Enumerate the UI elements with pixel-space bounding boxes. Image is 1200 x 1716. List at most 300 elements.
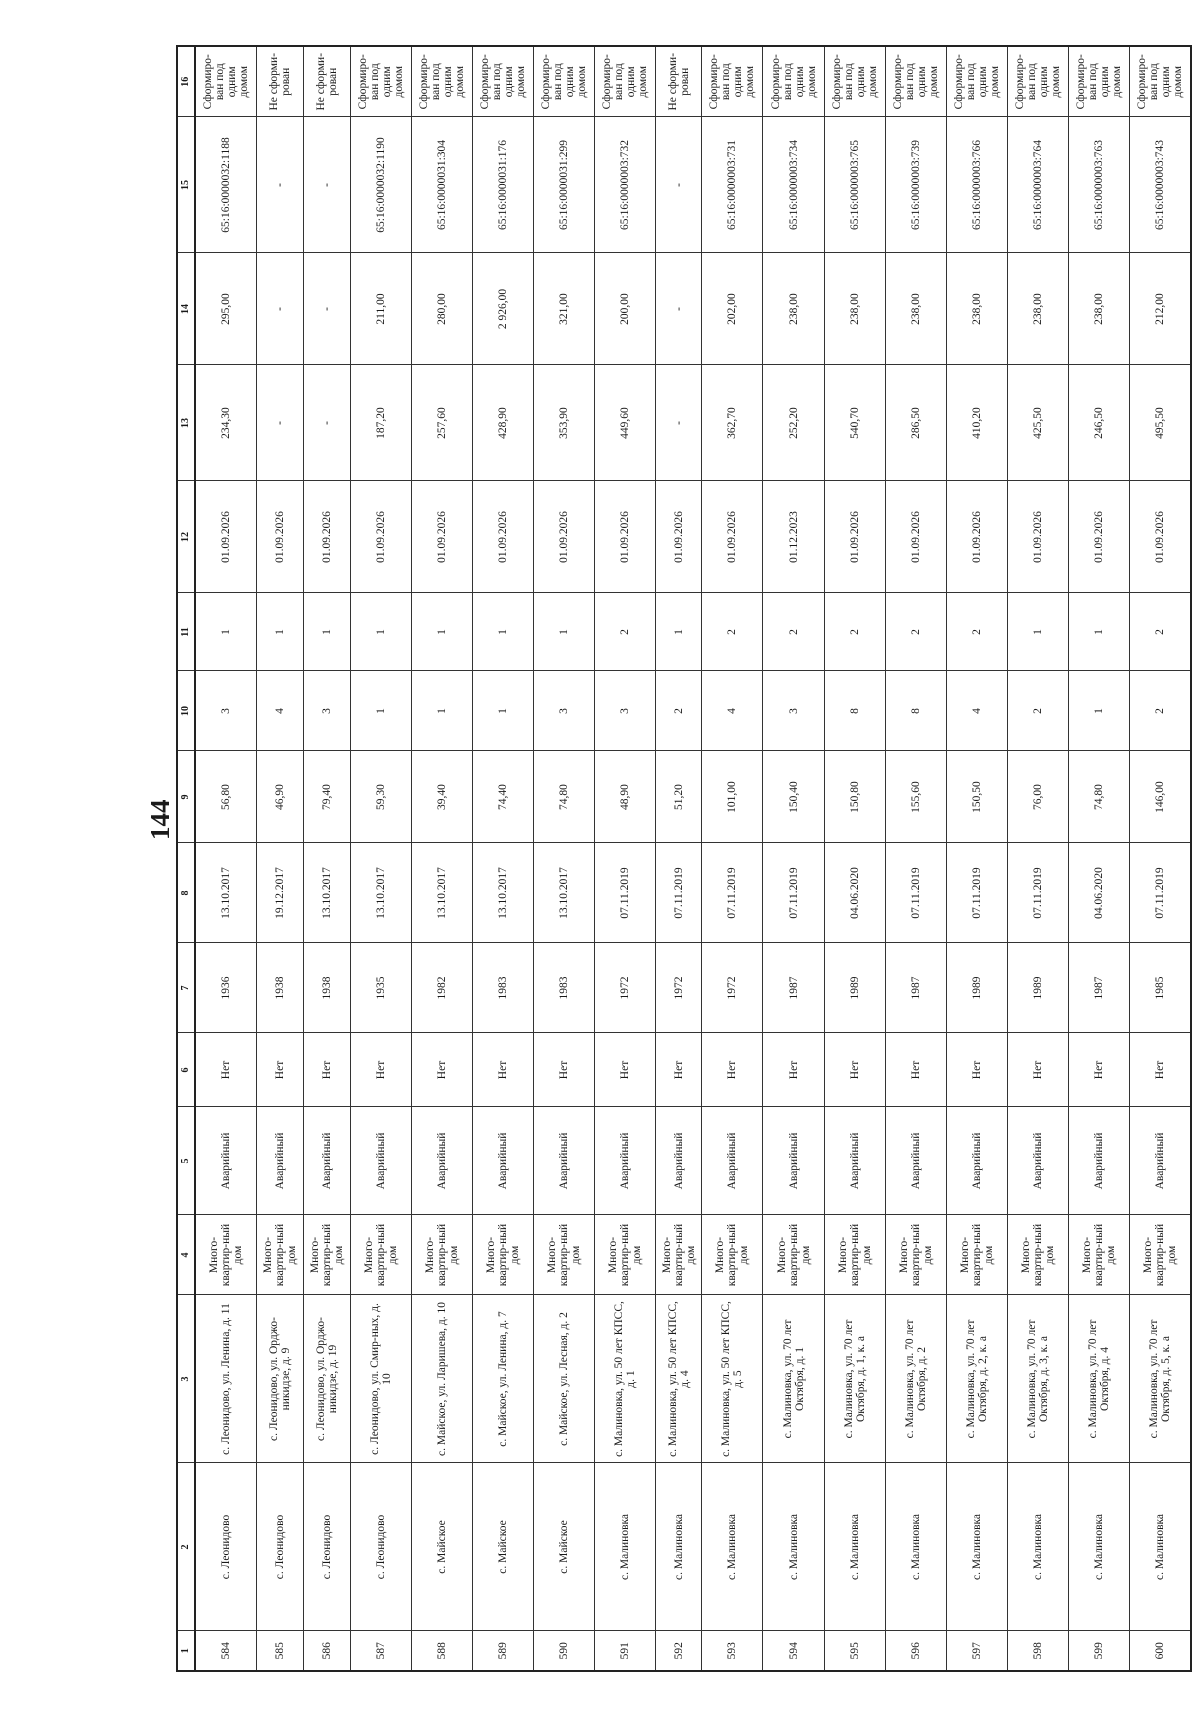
table-cell-col-14: - xyxy=(257,253,304,365)
table-cell-col-8: 04.06.2020 xyxy=(824,843,885,943)
table-cell-col-13: 425,50 xyxy=(1007,365,1068,481)
table-cell-col-12: 01.09.2026 xyxy=(1007,481,1068,593)
column-header-10: 10 xyxy=(177,671,195,751)
table-cell-col-7: 1989 xyxy=(1007,943,1068,1033)
table-cell-col-5: Аварийный xyxy=(1068,1107,1129,1215)
table-cell-col-5: Аварийный xyxy=(472,1107,533,1215)
table-cell-col-16: Сформиро-ван под одним домом xyxy=(594,46,655,117)
table-cell-col-6: Нет xyxy=(702,1033,763,1107)
table-cell-col-16: Сформиро-ван под одним домом xyxy=(1007,46,1068,117)
table-cell-col-12: 01.09.2026 xyxy=(824,481,885,593)
table-cell-col-14: 321,00 xyxy=(533,253,594,365)
table-cell-col-1: 600 xyxy=(1129,1631,1191,1671)
table-cell-col-9: 150,50 xyxy=(946,751,1007,843)
table-cell-col-13: 187,20 xyxy=(350,365,411,481)
housing-register-table xyxy=(176,45,1192,1672)
table-cell-col-4: Много-квартир-ный дом xyxy=(946,1215,1007,1295)
column-header-15: 15 xyxy=(177,117,195,253)
table-row xyxy=(655,46,702,1671)
column-header-5: 5 xyxy=(177,1107,195,1215)
table-cell-col-15: 65:16:0000031:299 xyxy=(533,117,594,253)
table-cell-col-12: 01.09.2026 xyxy=(533,481,594,593)
table-cell-col-7: 1989 xyxy=(824,943,885,1033)
rotated-table-wrapper xyxy=(176,47,1192,1672)
column-header-7: 7 xyxy=(177,943,195,1033)
table-cell-col-14: 211,00 xyxy=(350,253,411,365)
table-cell-col-15: 65:16:0000003:743 xyxy=(1129,117,1191,253)
table-cell-col-6: Нет xyxy=(533,1033,594,1107)
column-header-9: 9 xyxy=(177,751,195,843)
table-cell-col-2: с. Малиновка xyxy=(1129,1463,1191,1631)
table-cell-col-4: Много-квартир-ный дом xyxy=(195,1215,257,1295)
table-cell-col-10: 4 xyxy=(257,671,304,751)
column-header-6: 6 xyxy=(177,1033,195,1107)
table-cell-col-3: с. Малиновка, ул. 70 лет Октября, д. 1 xyxy=(763,1295,824,1463)
table-cell-col-15: 65:16:0000032:1188 xyxy=(195,117,257,253)
table-cell-col-15: 65:16:0000003:734 xyxy=(763,117,824,253)
table-cell-col-8: 13.10.2017 xyxy=(533,843,594,943)
table-cell-col-11: 2 xyxy=(763,593,824,671)
table-cell-col-13: 234,30 xyxy=(195,365,257,481)
table-cell-col-13: 449,60 xyxy=(594,365,655,481)
table-cell-col-15: 65:16:0000031:176 xyxy=(472,117,533,253)
table-cell-col-15: 65:16:0000003:739 xyxy=(885,117,946,253)
table-cell-col-15: - xyxy=(303,117,350,253)
table-cell-col-2: с. Леонидово xyxy=(195,1463,257,1631)
table-cell-col-4: Много-квартир-ный дом xyxy=(257,1215,304,1295)
table-cell-col-2: с. Малиновка xyxy=(946,1463,1007,1631)
table-cell-col-11: 2 xyxy=(824,593,885,671)
table-cell-col-4: Много-квартир-ный дом xyxy=(1068,1215,1129,1295)
table-cell-col-7: 1972 xyxy=(594,943,655,1033)
table-cell-col-1: 597 xyxy=(946,1631,1007,1671)
table-cell-col-12: 01.12.2023 xyxy=(763,481,824,593)
table-cell-col-14: 295,00 xyxy=(195,253,257,365)
table-cell-col-11: 1 xyxy=(303,593,350,671)
table-cell-col-10: 3 xyxy=(195,671,257,751)
table-cell-col-3: с. Малиновка, ул. 50 лет КПСС, д. 4 xyxy=(655,1295,702,1463)
table-cell-col-4: Много-квартир-ный дом xyxy=(702,1215,763,1295)
table-cell-col-14: 238,00 xyxy=(763,253,824,365)
column-header-12: 12 xyxy=(177,481,195,593)
table-cell-col-7: 1972 xyxy=(655,943,702,1033)
table-row xyxy=(303,46,350,1671)
table-cell-col-7: 1938 xyxy=(303,943,350,1033)
table-cell-col-10: 3 xyxy=(763,671,824,751)
table-cell-col-13: 495,50 xyxy=(1129,365,1191,481)
table-cell-col-3: с. Майское, ул. Ленина, д. 7 xyxy=(472,1295,533,1463)
table-cell-col-3: с. Малиновка, ул. 70 лет Октября, д. 5, к. а xyxy=(1129,1295,1191,1463)
table-cell-col-12: 01.09.2026 xyxy=(594,481,655,593)
table-cell-col-4: Много-квартир-ный дом xyxy=(472,1215,533,1295)
table-cell-col-1: 592 xyxy=(655,1631,702,1671)
table-cell-col-5: Аварийный xyxy=(655,1107,702,1215)
table-cell-col-15: - xyxy=(655,117,702,253)
table-cell-col-5: Аварийный xyxy=(946,1107,1007,1215)
table-cell-col-16: Не сформи-рован xyxy=(303,46,350,117)
table-cell-col-8: 13.10.2017 xyxy=(350,843,411,943)
table-cell-col-16: Не сформи-рован xyxy=(257,46,304,117)
table-cell-col-3: с. Леонидово, ул. Смир-ных, д. 10 xyxy=(350,1295,411,1463)
table-cell-col-16: Сформиро-ван под одним домом xyxy=(411,46,472,117)
table-cell-col-7: 1983 xyxy=(533,943,594,1033)
table-cell-col-8: 07.11.2019 xyxy=(1129,843,1191,943)
table-cell-col-3: с. Малиновка, ул. 70 лет Октября, д. 2 xyxy=(885,1295,946,1463)
table-cell-col-7: 1938 xyxy=(257,943,304,1033)
table-cell-col-5: Аварийный xyxy=(195,1107,257,1215)
table-cell-col-3: с. Леонидово, ул. Орджо-никидзе, д. 9 xyxy=(257,1295,304,1463)
table-cell-col-16: Сформиро-ван под одним домом xyxy=(350,46,411,117)
table-cell-col-13: 428,90 xyxy=(472,365,533,481)
table-cell-col-10: 4 xyxy=(946,671,1007,751)
table-cell-col-16: Сформиро-ван под одним домом xyxy=(885,46,946,117)
table-cell-col-14: 200,00 xyxy=(594,253,655,365)
table-cell-col-4: Много-квартир-ный дом xyxy=(1007,1215,1068,1295)
table-cell-col-2: с. Малиновка xyxy=(763,1463,824,1631)
table-cell-col-10: 1 xyxy=(350,671,411,751)
table-cell-col-13: - xyxy=(655,365,702,481)
table-cell-col-6: Нет xyxy=(303,1033,350,1107)
table-cell-col-2: с. Малиновка xyxy=(1007,1463,1068,1631)
table-cell-col-11: 2 xyxy=(946,593,1007,671)
table-cell-col-4: Много-квартир-ный дом xyxy=(411,1215,472,1295)
table-cell-col-4: Много-квартир-ный дом xyxy=(594,1215,655,1295)
table-cell-col-8: 07.11.2019 xyxy=(702,843,763,943)
table-cell-col-8: 07.11.2019 xyxy=(655,843,702,943)
table-row xyxy=(594,46,655,1671)
table-cell-col-4: Много-квартир-ный дом xyxy=(303,1215,350,1295)
table-cell-col-11: 1 xyxy=(533,593,594,671)
table-row xyxy=(195,46,257,1671)
column-header-8: 8 xyxy=(177,843,195,943)
table-cell-col-13: 286,50 xyxy=(885,365,946,481)
table-cell-col-15: 65:16:0000031:304 xyxy=(411,117,472,253)
table-cell-col-7: 1987 xyxy=(1068,943,1129,1033)
table-cell-col-10: 1 xyxy=(411,671,472,751)
table-cell-col-9: 101,00 xyxy=(702,751,763,843)
table-cell-col-11: 1 xyxy=(472,593,533,671)
table-cell-col-6: Нет xyxy=(472,1033,533,1107)
table-cell-col-13: 410,20 xyxy=(946,365,1007,481)
table-cell-col-12: 01.09.2026 xyxy=(257,481,304,593)
table-cell-col-14: 238,00 xyxy=(1068,253,1129,365)
table-cell-col-9: 74,40 xyxy=(472,751,533,843)
table-cell-col-6: Нет xyxy=(1129,1033,1191,1107)
table-cell-col-2: с. Леонидово xyxy=(303,1463,350,1631)
table-cell-col-6: Нет xyxy=(350,1033,411,1107)
table-cell-col-3: с. Малиновка, ул. 70 лет Октября, д. 1, к. а xyxy=(824,1295,885,1463)
table-cell-col-6: Нет xyxy=(1068,1033,1129,1107)
table-cell-col-6: Нет xyxy=(763,1033,824,1107)
table-cell-col-14: 238,00 xyxy=(824,253,885,365)
table-cell-col-13: - xyxy=(303,365,350,481)
table-cell-col-10: 3 xyxy=(594,671,655,751)
table-cell-col-6: Нет xyxy=(594,1033,655,1107)
table-cell-col-6: Нет xyxy=(824,1033,885,1107)
table-cell-col-5: Аварийный xyxy=(303,1107,350,1215)
table-cell-col-15: 65:16:0000003:763 xyxy=(1068,117,1129,253)
table-cell-col-4: Много-квартир-ный дом xyxy=(885,1215,946,1295)
table-cell-col-16: Сформиро-ван под одним домом xyxy=(1068,46,1129,117)
table-cell-col-7: 1985 xyxy=(1129,943,1191,1033)
table-cell-col-10: 8 xyxy=(885,671,946,751)
column-header-3: 3 xyxy=(177,1295,195,1463)
table-cell-col-12: 01.09.2026 xyxy=(350,481,411,593)
table-cell-col-14: 202,00 xyxy=(702,253,763,365)
table-cell-col-2: с. Леонидово xyxy=(350,1463,411,1631)
table-cell-col-3: с. Малиновка, ул. 70 лет Октября, д. 3, к. а xyxy=(1007,1295,1068,1463)
table-cell-col-3: с. Майское, ул. Лесная, д. 2 xyxy=(533,1295,594,1463)
table-cell-col-2: с. Леонидово xyxy=(257,1463,304,1631)
table-cell-col-5: Аварийный xyxy=(885,1107,946,1215)
table-cell-col-7: 1989 xyxy=(946,943,1007,1033)
table-cell-col-6: Нет xyxy=(655,1033,702,1107)
column-header-2: 2 xyxy=(177,1463,195,1631)
table-row xyxy=(350,46,411,1671)
table-cell-col-10: 1 xyxy=(472,671,533,751)
table-row xyxy=(411,46,472,1671)
table-cell-col-11: 1 xyxy=(257,593,304,671)
table-cell-col-5: Аварийный xyxy=(350,1107,411,1215)
table-cell-col-16: Сформиро-ван под одним домом xyxy=(472,46,533,117)
table-cell-col-10: 3 xyxy=(533,671,594,751)
page-number: 144 xyxy=(145,799,175,840)
table-cell-col-13: 353,90 xyxy=(533,365,594,481)
table-cell-col-2: с. Малиновка xyxy=(885,1463,946,1631)
table-cell-col-15: 65:16:0000003:766 xyxy=(946,117,1007,253)
table-cell-col-16: Не сформи-рован xyxy=(655,46,702,117)
table-cell-col-10: 8 xyxy=(824,671,885,751)
table-cell-col-11: 1 xyxy=(350,593,411,671)
table-cell-col-7: 1987 xyxy=(763,943,824,1033)
table-cell-col-1: 594 xyxy=(763,1631,824,1671)
table-cell-col-13: 540,70 xyxy=(824,365,885,481)
table-cell-col-4: Много-квартир-ный дом xyxy=(533,1215,594,1295)
table-row xyxy=(1129,46,1191,1671)
table-cell-col-10: 2 xyxy=(655,671,702,751)
table-cell-col-8: 07.11.2019 xyxy=(594,843,655,943)
table-cell-col-12: 01.09.2026 xyxy=(1129,481,1191,593)
table-cell-col-14: 2 926,00 xyxy=(472,253,533,365)
table-cell-col-2: с. Малиновка xyxy=(824,1463,885,1631)
table-cell-col-11: 2 xyxy=(702,593,763,671)
table-cell-col-8: 19.12.2017 xyxy=(257,843,304,943)
table-cell-col-10: 2 xyxy=(1007,671,1068,751)
column-header-14: 14 xyxy=(177,253,195,365)
table-row xyxy=(946,46,1007,1671)
table-cell-col-3: с. Малиновка, ул. 70 лет Октября, д. 4 xyxy=(1068,1295,1129,1463)
table-cell-col-7: 1936 xyxy=(195,943,257,1033)
table-cell-col-12: 01.09.2026 xyxy=(702,481,763,593)
table-cell-col-12: 01.09.2026 xyxy=(885,481,946,593)
table-body xyxy=(195,46,1191,1671)
table-cell-col-10: 4 xyxy=(702,671,763,751)
table-row xyxy=(533,46,594,1671)
table-cell-col-5: Аварийный xyxy=(1007,1107,1068,1215)
table-cell-col-5: Аварийный xyxy=(411,1107,472,1215)
table-cell-col-8: 07.11.2019 xyxy=(885,843,946,943)
table-cell-col-4: Много-квартир-ный дом xyxy=(763,1215,824,1295)
table-cell-col-9: 155,60 xyxy=(885,751,946,843)
table-cell-col-9: 39,40 xyxy=(411,751,472,843)
table-cell-col-16: Сформиро-ван под одним домом xyxy=(1129,46,1191,117)
table-cell-col-7: 1972 xyxy=(702,943,763,1033)
table-cell-col-9: 150,80 xyxy=(824,751,885,843)
table-cell-col-11: 1 xyxy=(655,593,702,671)
table-cell-col-8: 13.10.2017 xyxy=(411,843,472,943)
table-cell-col-5: Аварийный xyxy=(594,1107,655,1215)
table-cell-col-9: 56,80 xyxy=(195,751,257,843)
table-cell-col-7: 1982 xyxy=(411,943,472,1033)
table-cell-col-1: 588 xyxy=(411,1631,472,1671)
table-cell-col-3: с. Малиновка, ул. 70 лет Октября, д. 2, к. а xyxy=(946,1295,1007,1463)
table-cell-col-16: Сформиро-ван под одним домом xyxy=(763,46,824,117)
table-cell-col-1: 595 xyxy=(824,1631,885,1671)
table-cell-col-2: с. Малиновка xyxy=(1068,1463,1129,1631)
table-cell-col-12: 01.09.2026 xyxy=(946,481,1007,593)
table-cell-col-15: 65:16:0000032:1190 xyxy=(350,117,411,253)
table-row xyxy=(1007,46,1068,1671)
column-header-11: 11 xyxy=(177,593,195,671)
table-cell-col-6: Нет xyxy=(195,1033,257,1107)
table-cell-col-9: 74,80 xyxy=(533,751,594,843)
table-cell-col-2: с. Майское xyxy=(533,1463,594,1631)
table-cell-col-4: Много-квартир-ный дом xyxy=(655,1215,702,1295)
table-cell-col-1: 587 xyxy=(350,1631,411,1671)
table-cell-col-4: Много-квартир-ный дом xyxy=(824,1215,885,1295)
table-cell-col-11: 2 xyxy=(1129,593,1191,671)
table-cell-col-14: - xyxy=(303,253,350,365)
table-cell-col-14: 280,00 xyxy=(411,253,472,365)
table-cell-col-10: 3 xyxy=(303,671,350,751)
column-header-1: 1 xyxy=(177,1631,195,1671)
table-cell-col-7: 1983 xyxy=(472,943,533,1033)
table-cell-col-6: Нет xyxy=(1007,1033,1068,1107)
table-row xyxy=(702,46,763,1671)
table-cell-col-5: Аварийный xyxy=(257,1107,304,1215)
table-cell-col-8: 13.10.2017 xyxy=(472,843,533,943)
table-cell-col-6: Нет xyxy=(946,1033,1007,1107)
table-cell-col-1: 596 xyxy=(885,1631,946,1671)
table-cell-col-1: 598 xyxy=(1007,1631,1068,1671)
table-cell-col-9: 51,20 xyxy=(655,751,702,843)
table-cell-col-2: с. Малиновка xyxy=(655,1463,702,1631)
table-cell-col-9: 59,30 xyxy=(350,751,411,843)
table-row xyxy=(257,46,304,1671)
table-cell-col-14: 238,00 xyxy=(885,253,946,365)
table-cell-col-16: Сформиро-ван под одним домом xyxy=(946,46,1007,117)
table-cell-col-15: 65:16:0000003:765 xyxy=(824,117,885,253)
table-cell-col-15: 65:16:0000003:731 xyxy=(702,117,763,253)
table-cell-col-9: 48,90 xyxy=(594,751,655,843)
table-cell-col-4: Много-квартир-ный дом xyxy=(350,1215,411,1295)
table-cell-col-14: 238,00 xyxy=(1007,253,1068,365)
table-cell-col-8: 07.11.2019 xyxy=(763,843,824,943)
table-cell-col-11: 2 xyxy=(885,593,946,671)
table-cell-col-3: с. Леонидово, ул. Ленина, д. 11 xyxy=(195,1295,257,1463)
table-row xyxy=(824,46,885,1671)
table-cell-col-12: 01.09.2026 xyxy=(655,481,702,593)
table-cell-col-16: Сформиро-ван под одним домом xyxy=(533,46,594,117)
table-cell-col-12: 01.09.2026 xyxy=(472,481,533,593)
table-cell-col-10: 1 xyxy=(1068,671,1129,751)
table-cell-col-16: Сформиро-ван под одним домом xyxy=(702,46,763,117)
table-cell-col-9: 150,40 xyxy=(763,751,824,843)
table-cell-col-3: с. Малиновка, ул. 50 лет КПСС, д. 5 xyxy=(702,1295,763,1463)
table-cell-col-11: 1 xyxy=(1068,593,1129,671)
table-cell-col-15: - xyxy=(257,117,304,253)
table-cell-col-11: 1 xyxy=(411,593,472,671)
table-cell-col-15: 65:16:0000003:764 xyxy=(1007,117,1068,253)
table-cell-col-13: 252,20 xyxy=(763,365,824,481)
table-cell-col-8: 07.11.2019 xyxy=(946,843,1007,943)
table-cell-col-8: 13.10.2017 xyxy=(195,843,257,943)
table-row xyxy=(885,46,946,1671)
table-cell-col-5: Аварийный xyxy=(702,1107,763,1215)
table-cell-col-11: 1 xyxy=(195,593,257,671)
table-cell-col-5: Аварийный xyxy=(533,1107,594,1215)
table-cell-col-2: с. Малиновка xyxy=(594,1463,655,1631)
table-cell-col-13: 257,60 xyxy=(411,365,472,481)
table-cell-col-16: Сформиро-ван под одним домом xyxy=(824,46,885,117)
table-cell-col-8: 13.10.2017 xyxy=(303,843,350,943)
table-cell-col-9: 146,00 xyxy=(1129,751,1191,843)
table-cell-col-11: 2 xyxy=(594,593,655,671)
table-cell-col-3: с. Майское, ул. Ларишева, д. 10 xyxy=(411,1295,472,1463)
table-cell-col-3: с. Малиновка, ул. 50 лет КПСС, д. 1 xyxy=(594,1295,655,1463)
table-cell-col-14: 212,00 xyxy=(1129,253,1191,365)
table-cell-col-13: - xyxy=(257,365,304,481)
column-header-4: 4 xyxy=(177,1215,195,1295)
table-cell-col-12: 01.09.2026 xyxy=(1068,481,1129,593)
table-cell-col-12: 01.09.2026 xyxy=(195,481,257,593)
table-cell-col-4: Много-квартир-ный дом xyxy=(1129,1215,1191,1295)
table-cell-col-8: 07.11.2019 xyxy=(1007,843,1068,943)
table-header xyxy=(177,46,195,1671)
table-cell-col-3: с. Леонидово, ул. Орджо-никидзе, д. 19 xyxy=(303,1295,350,1463)
table-cell-col-5: Аварийный xyxy=(763,1107,824,1215)
table-cell-col-1: 586 xyxy=(303,1631,350,1671)
table-cell-col-2: с. Майское xyxy=(411,1463,472,1631)
table-cell-col-5: Аварийный xyxy=(1129,1107,1191,1215)
table-cell-col-16: Сформиро-ван под одним домом xyxy=(195,46,257,117)
column-header-13: 13 xyxy=(177,365,195,481)
table-cell-col-2: с. Майское xyxy=(472,1463,533,1631)
table-cell-col-8: 04.06.2020 xyxy=(1068,843,1129,943)
table-cell-col-9: 76,00 xyxy=(1007,751,1068,843)
table-row xyxy=(1068,46,1129,1671)
table-cell-col-1: 599 xyxy=(1068,1631,1129,1671)
table-cell-col-15: 65:16:0000003:732 xyxy=(594,117,655,253)
table-cell-col-1: 591 xyxy=(594,1631,655,1671)
table-cell-col-11: 1 xyxy=(1007,593,1068,671)
table-cell-col-7: 1935 xyxy=(350,943,411,1033)
table-cell-col-6: Нет xyxy=(411,1033,472,1107)
table-cell-col-1: 590 xyxy=(533,1631,594,1671)
column-header-16: 16 xyxy=(177,46,195,117)
table-cell-col-1: 585 xyxy=(257,1631,304,1671)
table-row xyxy=(763,46,824,1671)
table-cell-col-14: 238,00 xyxy=(946,253,1007,365)
table-cell-col-5: Аварийный xyxy=(824,1107,885,1215)
table-cell-col-12: 01.09.2026 xyxy=(411,481,472,593)
table-cell-col-6: Нет xyxy=(885,1033,946,1107)
table-cell-col-6: Нет xyxy=(257,1033,304,1107)
table-cell-col-2: с. Малиновка xyxy=(702,1463,763,1631)
table-cell-col-9: 74,80 xyxy=(1068,751,1129,843)
table-cell-col-1: 589 xyxy=(472,1631,533,1671)
table-cell-col-10: 2 xyxy=(1129,671,1191,751)
